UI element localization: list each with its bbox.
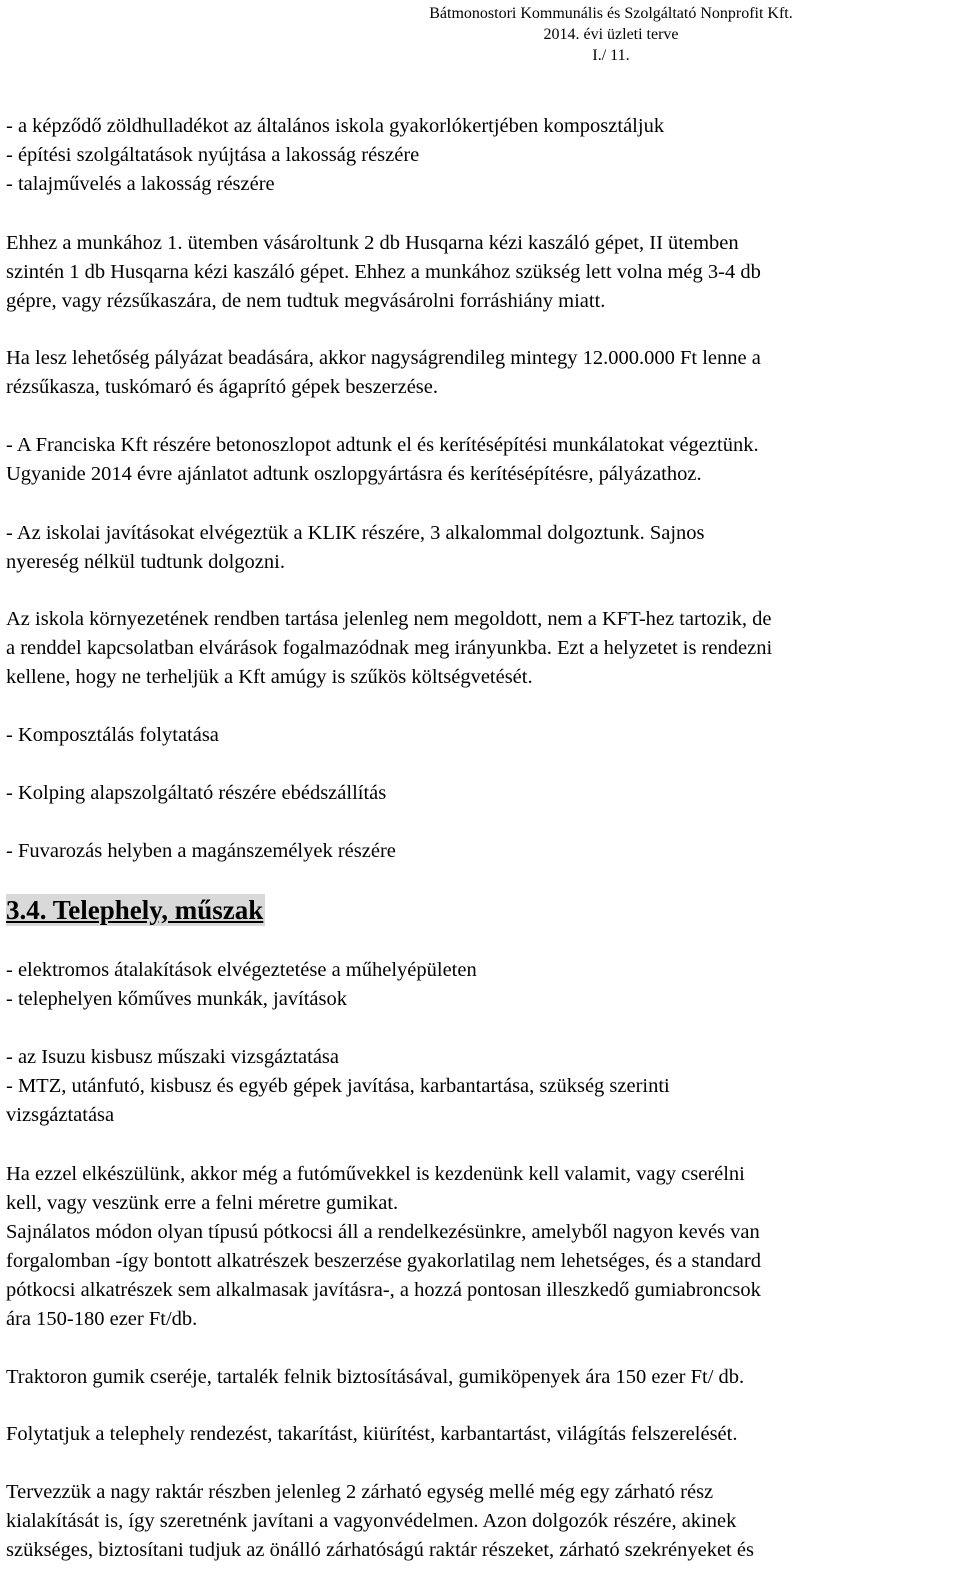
text-line: - talajművelés a lakosság részére bbox=[6, 173, 275, 195]
text-line: pótkocsi alkatrészek sem alkalmasak javításra-, a hozzá pontosan illeszkedő gumiabroncsok bbox=[6, 1279, 761, 1301]
text-line: Sajnálatos módon olyan típusú pótkocsi áll a rendelkezésünkre, amelyből nagyon kevés van bbox=[6, 1221, 760, 1243]
text-line: Traktoron gumik cseréje, tartalék felnik biztosításával, gumiköpenyek ára 150 ezer Ft/ db. bbox=[6, 1366, 745, 1388]
text-line: szintén 1 db Husqarna kézi kaszáló gépet. Ehhez a munkához szükség lett volna még 3-4 db bbox=[6, 261, 761, 283]
text-line: Az iskola környezetének rendben tartása jelenleg nem megoldott, nem a KFT-hez tartozik, de bbox=[6, 608, 772, 630]
header-plan: 2014. évi üzleti terve bbox=[543, 26, 679, 43]
text-line: - MTZ, utánfutó, kisbusz és egyéb gépek javítása, karbantartása, szükség szerinti bbox=[6, 1075, 670, 1097]
section-heading-wrap bbox=[6, 894, 265, 926]
text-line: forgalomban -így bontott alkatrészek beszerzése gyakorlatilag nem lehetséges, és a standard bbox=[6, 1250, 761, 1272]
header-company: Bátmonostori Kommunális és Szolgáltató Nonprofit Kft. bbox=[429, 5, 793, 22]
text-line: Tervezzük a nagy raktár részben jelenleg 2 zárható egység mellé még egy zárható rész bbox=[6, 1481, 714, 1503]
text-line: Ha ezzel elkészülünk, akkor még a futóművekkel is kezdenünk kell valamit, vagy cserélni bbox=[6, 1163, 745, 1185]
text-line: - Komposztálás folytatása bbox=[6, 724, 219, 746]
paragraph bbox=[6, 229, 761, 316]
text-line: Folytatjuk a telephely rendezést, takarítást, kiürítést, karbantartást, világítás felszerelését. bbox=[6, 1423, 738, 1445]
text-line: - a képződő zöldhulladékot az általános iskola gyakorlókertjében komposztáljuk bbox=[6, 115, 665, 137]
text-line: - építési szolgáltatások nyújtása a lakosság részére bbox=[6, 144, 420, 166]
text-line: nyereség nélkül tudtunk dolgozni. bbox=[6, 551, 285, 573]
paragraph bbox=[6, 605, 772, 692]
paragraph bbox=[6, 1420, 737, 1449]
paragraph bbox=[6, 431, 759, 489]
paragraph bbox=[6, 779, 386, 808]
paragraph bbox=[6, 721, 219, 750]
page-header bbox=[266, 0, 956, 66]
header-page-number: I./ 11. bbox=[592, 47, 630, 64]
text-line: kialakítását is, így szeretnénk javítani a vagyonvédelmen. Azon dolgozók részére, akinek bbox=[6, 1510, 737, 1532]
section-heading: 3.4. Telephely, műszak bbox=[6, 895, 264, 925]
text-line: kellene, hogy ne terheljük a Kft amúgy is szűkös költségvetését. bbox=[6, 666, 533, 688]
text-line: Ehhez a munkához 1. ütemben vásároltunk 2 db Husqarna kézi kaszáló gépet, II ütemben bbox=[6, 232, 739, 254]
paragraph bbox=[6, 519, 705, 577]
text-line: rézsűkasza, tuskómaró és ágaprító gépek beszerzése. bbox=[6, 376, 439, 398]
text-line: ára 150-180 ezer Ft/db. bbox=[6, 1308, 198, 1330]
text-line: Ha lesz lehetőség pályázat beadására, akkor nagyságrendileg mintegy 12.000.000 Ft lenne a bbox=[6, 347, 761, 369]
paragraph bbox=[6, 1160, 761, 1334]
paragraph bbox=[6, 1478, 754, 1565]
text-line: szükséges, biztosítani tudjuk az önálló zárhatóságú raktár részeket, zárható szekrényeket és bbox=[6, 1539, 754, 1561]
paragraph bbox=[6, 1363, 744, 1392]
text-line: Ugyanide 2014 évre ajánlatot adtunk oszlopgyártásra és kerítésépítésre, pályázathoz. bbox=[6, 463, 702, 485]
paragraph bbox=[6, 837, 396, 866]
paragraph bbox=[6, 956, 477, 1014]
text-line: a renddel kapcsolatban elvárások fogalmazódnak meg irányunkba. Ezt a helyzetet is rendezni bbox=[6, 637, 773, 659]
text-line: gépre, vagy rézsűkaszára, de nem tudtuk megvásárolni forráshiány miatt. bbox=[6, 290, 606, 312]
text-line: - A Franciska Kft részére betonoszlopot adtunk el és kerítésépítési munkálatokat végeztünk. bbox=[6, 434, 759, 456]
text-line: kell, vagy veszünk erre a felni méretre gumikat. bbox=[6, 1192, 399, 1214]
text-line: - Fuvarozás helyben a magánszemélyek részére bbox=[6, 840, 396, 862]
paragraph bbox=[6, 344, 761, 402]
text-line: - telephelyen kőműves munkák, javítások bbox=[6, 988, 348, 1010]
text-line: - elektromos átalakítások elvégeztetése a műhelyépületen bbox=[6, 959, 477, 981]
paragraph bbox=[6, 112, 664, 199]
text-line: - Kolping alapszolgáltató részére ebédszállítás bbox=[6, 782, 387, 804]
text-line: vizsgáztatása bbox=[6, 1104, 115, 1126]
paragraph bbox=[6, 1043, 670, 1130]
text-line: - az Isuzu kisbusz műszaki vizsgáztatása bbox=[6, 1046, 340, 1068]
document-page bbox=[6, 0, 956, 1561]
text-line: - Az iskolai javításokat elvégeztük a KLIK részére, 3 alkalommal dolgoztunk. Sajnos bbox=[6, 522, 705, 544]
